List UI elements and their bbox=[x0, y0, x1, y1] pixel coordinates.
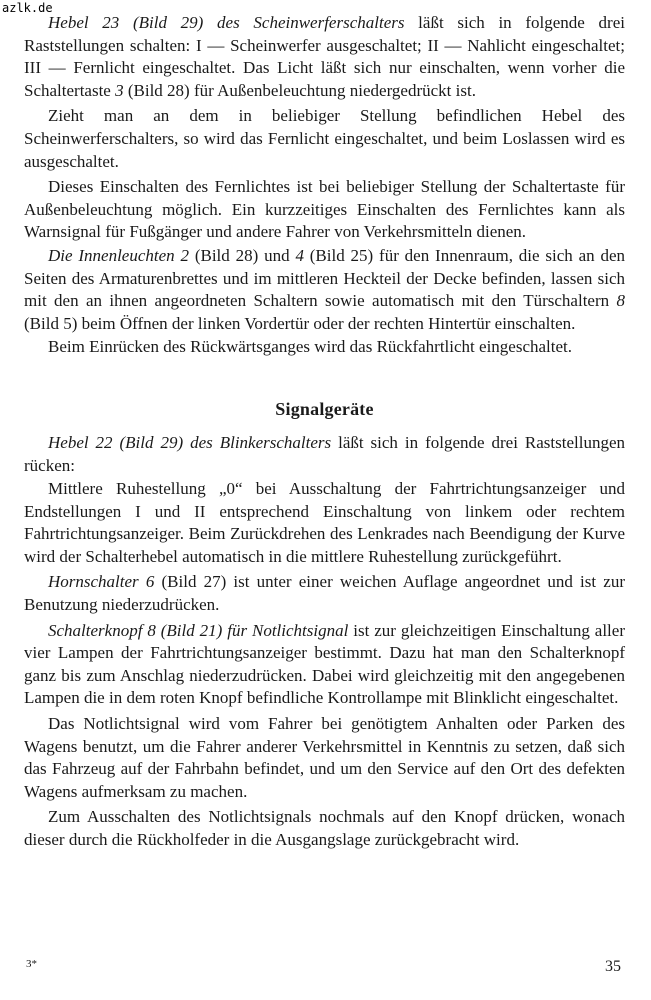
term-hazard-button: Schalterknopf 8 (Bild 21) für Notlichtsignal bbox=[48, 620, 349, 640]
term-horn-switch: Hornschalter 6 bbox=[48, 572, 155, 592]
paragraph-hazard-usage: Das Notlichtsignal wird vom Fahrer bei genötigtem Anhalten oder Parken des Wagens benutzt, um die Fahrer anderer Verkehrsmittel in Kenntnis zu setzen, daß sich das Fahrzeug auf der Fahrbahn befindet, und um den Service auf den Ort des defekten Wagens aufmerksam zu machen. bbox=[24, 714, 625, 801]
term-headlight-switch-lever: Hebel 23 (Bild 29) des Scheinwerferschalters bbox=[48, 13, 405, 32]
page-body bbox=[24, 12, 625, 852]
paragraph-indicator-positions: Mittlere Ruhestellung „0“ bei Ausschaltung der Fahrtrichtungsanzeiger und Endstellungen I und II entsprechend Einschaltung von linkem oder rechtem Fahrtrichtungsanzeiger. Beim Zurückdrehen des Lenkrades nach Beendigung der Kurve wird der Schalterhebel automatisch in die mittlere Ruhestellung zurückgeführt. bbox=[24, 479, 625, 566]
watermark: azlk.de bbox=[2, 1, 53, 15]
signature-mark: 3* bbox=[26, 958, 37, 970]
paragraph-reverse-light: Beim Einrücken des Rückwärtsganges wird das Rückfahrtlicht eingeschaltet. bbox=[48, 337, 573, 357]
paragraph-horn-switch: Hornschalter 6 (Bild 27) ist unter einer weichen Auflage angeordnet und ist zur Benutzung niederzudrücken. bbox=[24, 572, 625, 615]
section-heading-signal-devices: Signalgeräte bbox=[275, 398, 374, 419]
paragraph-high-beam-pull: Zieht man an dem in beliebiger Stellung befindlichen Hebel des Scheinwerferschalters, so wird das Fernlicht eingeschaltet, und beim Loslassen wird es ausgeschaltet. bbox=[24, 106, 625, 171]
page-number: 35 bbox=[605, 958, 621, 975]
paragraph-hazard-off: Zum Ausschalten des Notlichtsignals nochmals auf den Knopf drücken, wonach dieser durch die Rückholfeder in die Ausgangslage zurückgebracht wird. bbox=[24, 807, 625, 849]
paragraph-interior-lights: Die Innenleuchten 2 (Bild 28) und 4 (Bild 25) für den Innenraum, die sich an den Seiten des Armaturenbrettes und im mittleren Heckteil der Decke befinden, lassen sich mit den an ihnen angeordneten Schaltern sowie automatisch mit den Türschaltern 8 (Bild 5) beim Öffnen der linken Vordertür oder der rechten Hintertür einschalten. bbox=[24, 245, 626, 333]
paragraph-hazard-button: Schalterknopf 8 (Bild 21) für Notlichtsignal ist zur gleichzeitigen Einschaltung aller vier Lampen der Fahrtrichtungsanzeiger bestimmt. Dazu hat man den Schalterknopf ganz bis zum Anschlag niederzudrücken. Dabei wird gleichzeitig mit den angegebenen Lampen die in dem roten Knopf befindliche Kontrollampe mit Blinklicht eingeschaltet. bbox=[24, 620, 625, 708]
term-interior-lights: Die Innenleuchten 2 bbox=[48, 245, 189, 265]
term-indicator-switch-lever: Hebel 22 (Bild 29) des Blinkerschalters bbox=[48, 432, 332, 452]
paragraph-high-beam-warning: Dieses Einschalten des Fernlichtes ist bei beliebiger Stellung der Schaltertaste für Außenbeleuchtung möglich. Ein kurzzeitiges Einschalten des Fernlichtes kann als Warnsignal für Fußgänger und andere Fahrer von Verkehrsmitteln dienen. bbox=[24, 177, 625, 242]
paragraph-indicator-switch: Hebel 22 (Bild 29) des Blinkerschalters läßt sich in folgende drei Raststellungen rücken: bbox=[24, 432, 626, 475]
paragraph-headlight-switch: Hebel 23 (Bild 29) des Scheinwerferschalters läßt sich in folgende drei Raststellungen schalten: I — Scheinwerfer ausgeschaltet; II — Nahlicht eingeschaltet; III — Fernlicht eingeschaltet. Das Licht läßt sich nur einschalten, wenn vorher die Schaltertaste 3 (Bild 28) für Außenbeleuchtung niedergedrückt ist. bbox=[24, 13, 625, 100]
page-footer bbox=[26, 958, 623, 980]
